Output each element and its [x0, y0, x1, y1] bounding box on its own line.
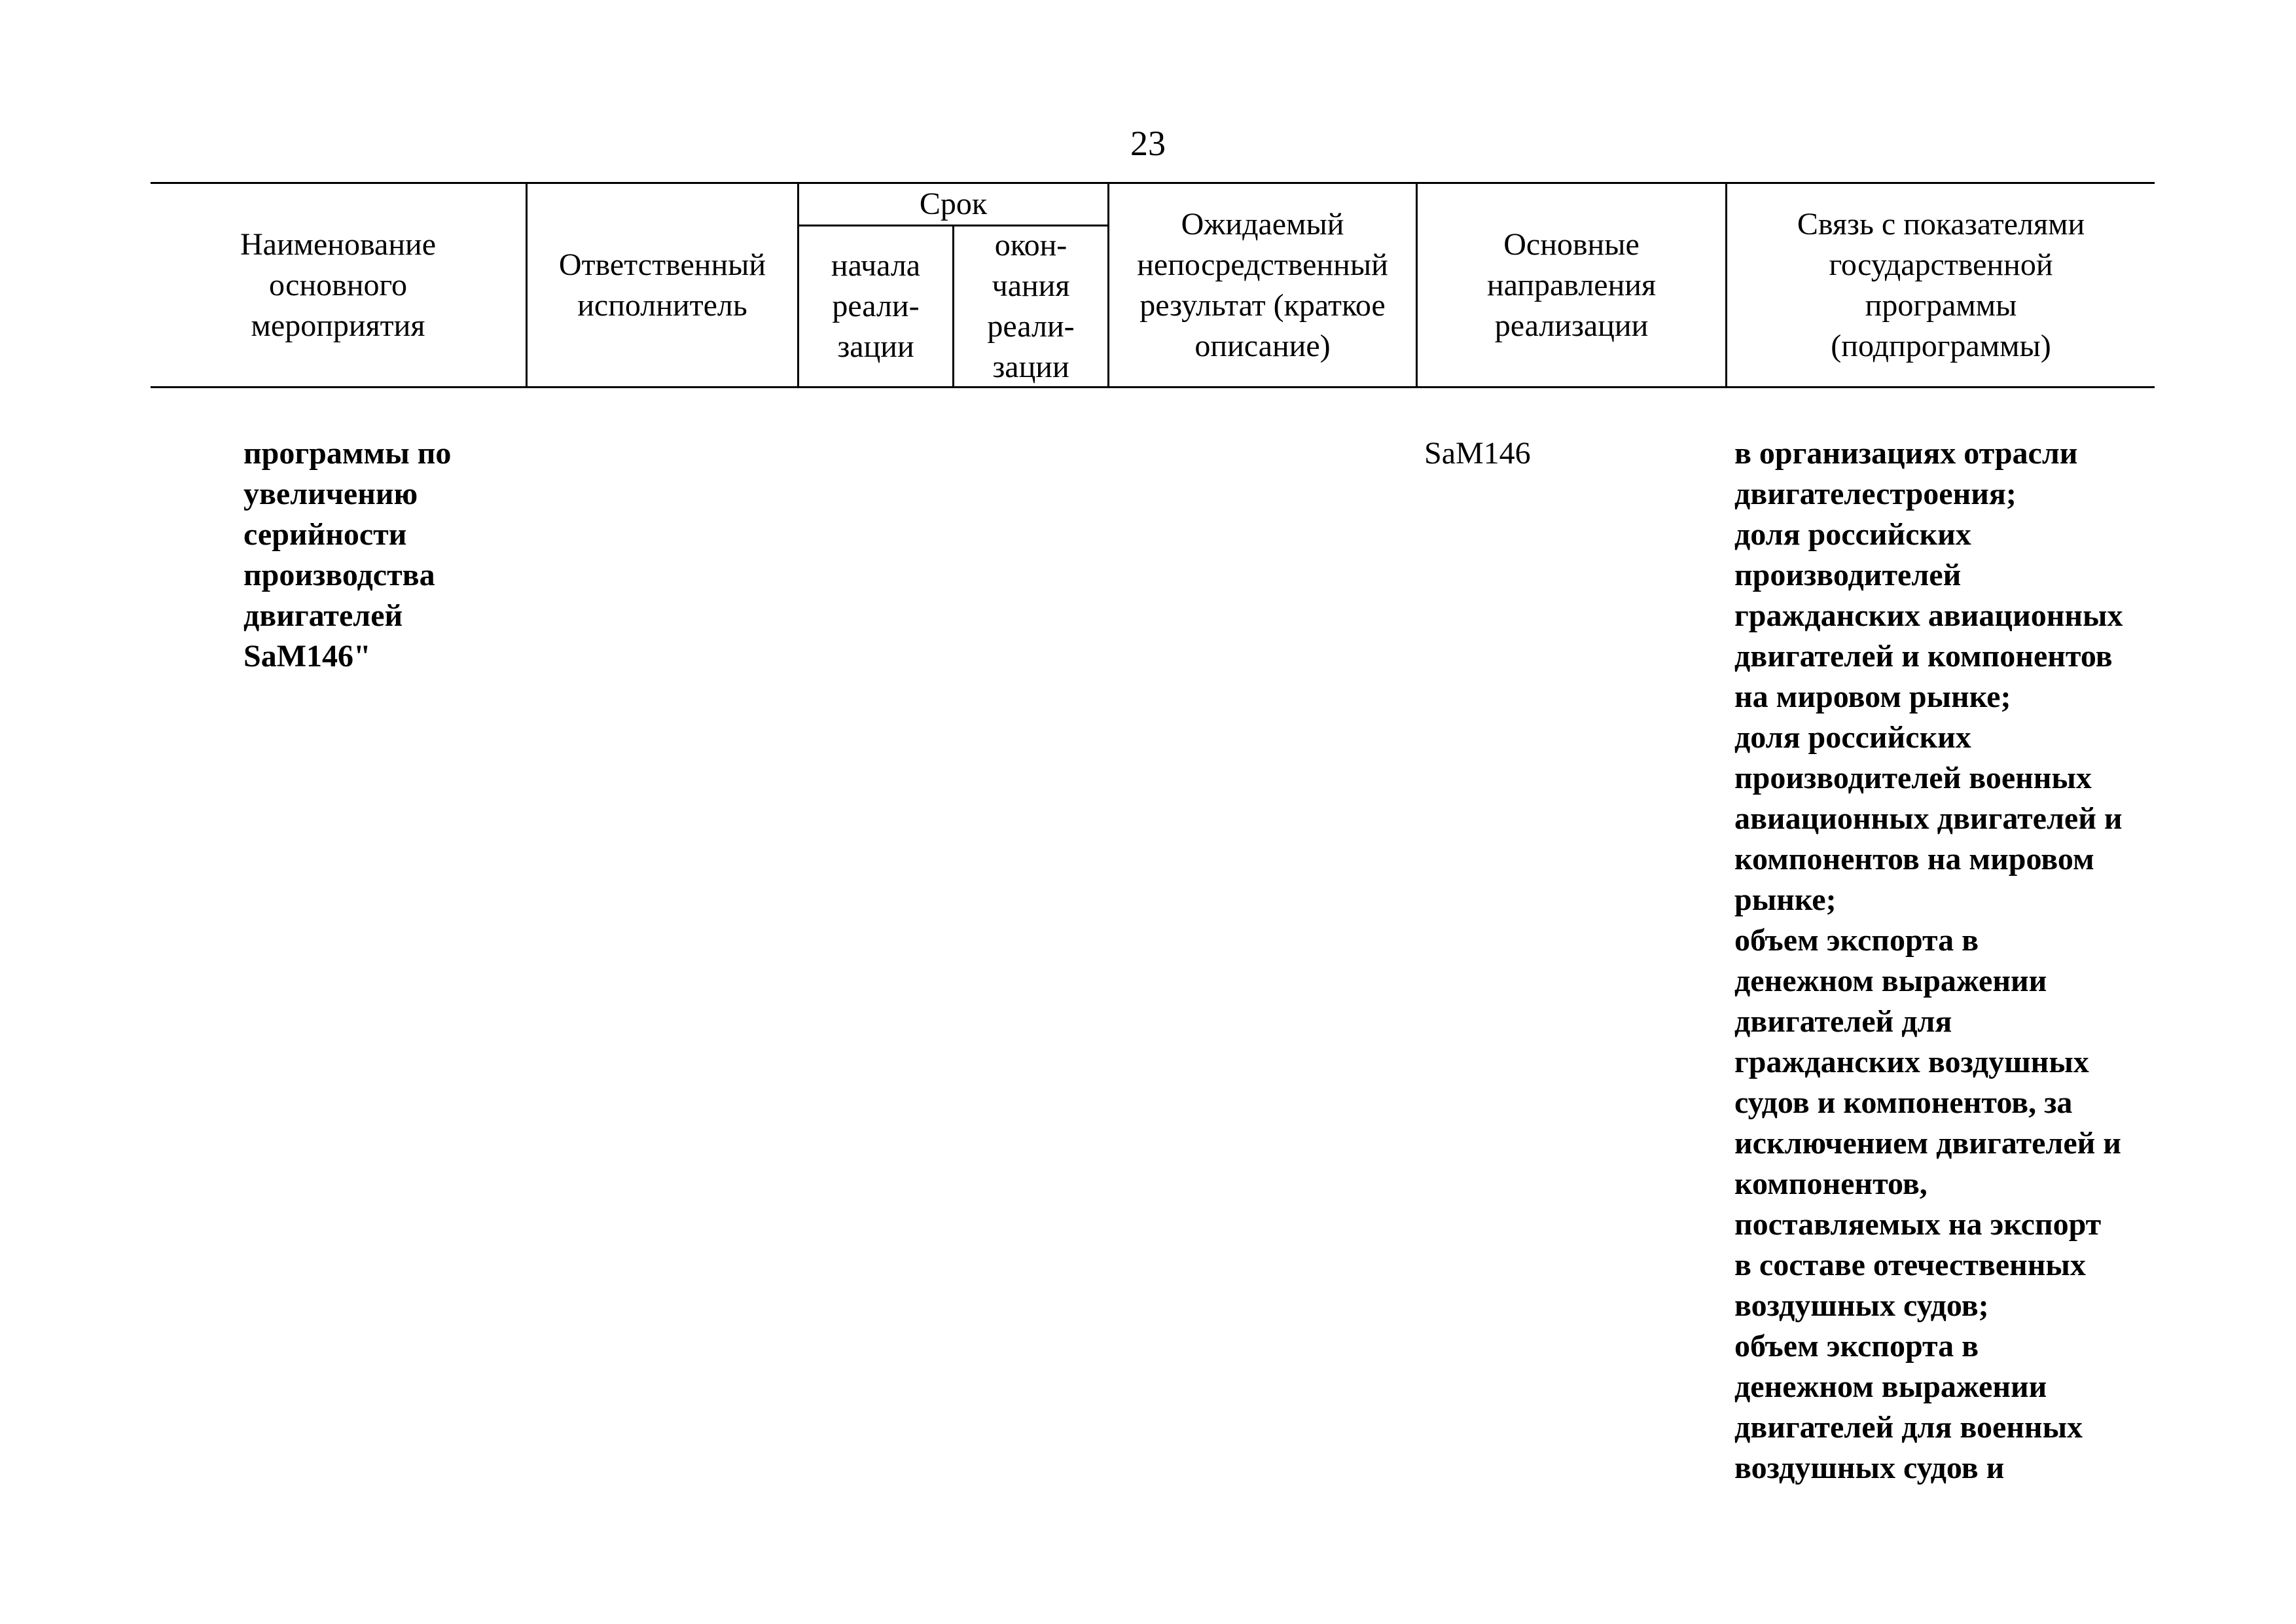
- header-term: Срок: [919, 187, 988, 221]
- row-name: программы по увеличению серийности производства двигателей SaM146": [243, 436, 452, 674]
- header-term-end: окон- чания реали- зации: [987, 228, 1075, 384]
- header-bottom-rule: [151, 386, 2155, 388]
- header-term-start: начала реали- зации: [831, 248, 921, 364]
- row-directions: SaM146: [1424, 436, 1531, 471]
- row-link: в организациях отрасли двигателестроения; доля российских производителей гражданских авиационных двигателей и компонентов на мировом рынке; доля российских производителей военных авиационных двигателей и компонентов на мировом рынке; объем экспорта в денежном выражении двигателей для гражданских воздушных судов и компонентов, за исключением двигателей и компонентов, поставляемых на экспорт в составе отечественных воздушных судов; объем экспорта в денежном выражении двигателей для военных воздушных судов и: [1734, 436, 2123, 1485]
- header-executor: Ответственный исполнитель: [558, 247, 766, 323]
- header-name: Наименование основного мероприятия: [240, 226, 437, 343]
- page-number: 23: [1130, 124, 1166, 163]
- header-directions: Основные направления реализации: [1486, 226, 1657, 343]
- header-result: Ожидаемый непосредственный результат (краткое описание): [1137, 206, 1388, 363]
- header-link: Связь с показателями государственной программы (подпрограммы): [1797, 206, 2085, 363]
